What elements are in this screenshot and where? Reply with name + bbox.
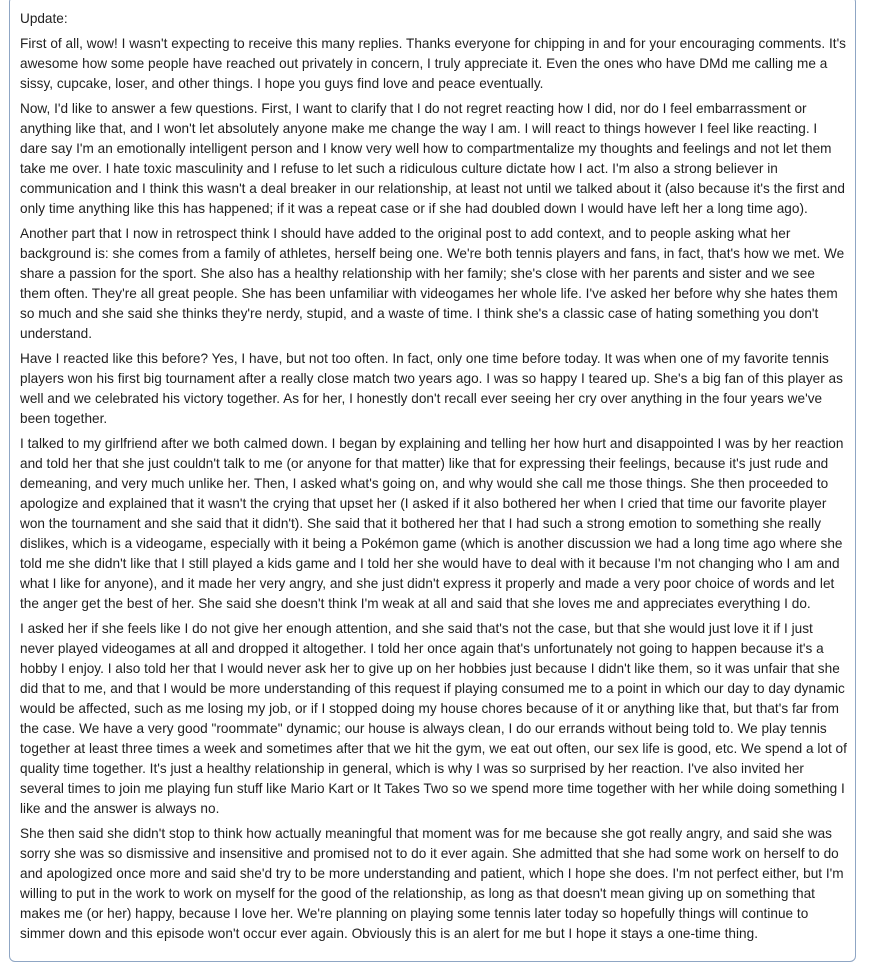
- post-heading: Update:: [20, 11, 68, 26]
- post-paragraph: She then said she didn't stop to think how actually meaningful that moment was for me because she got really angry, and said she was sorry she was so dismissive and insensitive and promised not to do it ever again. She admitted that she had some work on herself to do and apologized once more and said she'd try to be more understanding and patient, which I hope she does. I'm not perfect either, but I'm willing to put in the work to work on myself for the good of the relationship, as long as that doesn't mean giving up on something that makes me (or her) happy, because I love her. We're planning on playing some tennis later today so hopefully things will continue to simmer down and this episode won't occur ever again. Obviously this is an alert for me but I hope it stays a one-time thing.: [20, 826, 844, 941]
- post-paragraph: Now, I'd like to answer a few questions. First, I want to clarify that I do not regret reacting how I did, nor do I feel embarrassment or anything like that, and I won't let absolutely anyone make me change the way I am. I will react to things however I feel like reacting. I dare say I'm an emotionally intelligent person and I know very well how to compartmentalize my thoughts and feelings and not let them take me over. I hate toxic masculinity and I refuse to let such a ridiculous culture dictate how I act. I'm also a strong believer in communication and I think this wasn't a deal breaker in our relationship, at least not until we talked about it (also because it's the first and only time anything like this has happened; if it was a repeat case or if she had doubled down I would have left her a long time ago).: [20, 101, 845, 216]
- post-paragraph: First of all, wow! I wasn't expecting to receive this many replies. Thanks everyone for chipping in and for your encouraging comments. It's awesome how some people have reached out privately in concern, I truly appreciate it. Even the ones who have DMd me calling me a sissy, cupcake, loser, and other things. I hope you guys find love and peace eventually.: [20, 36, 846, 91]
- post-container: [9, 0, 856, 962]
- post-paragraph: Another part that I now in retrospect think I should have added to the original post to add context, and to people asking what her background is: she comes from a family of athletes, herself being one. We're both tennis players and fans, in fact, that's how we met. We share a passion for the sport. She also has a healthy relationship with her family; she's close with her parents and sister and we see them often. They're all great people. She has been unfamiliar with videogames her whole life. I've asked her before why she hates them so much and she said she thinks they're nerdy, stupid, and a waste of time. I think she's a classic case of hating something you don't understand.: [20, 226, 845, 341]
- post-paragraph: Have I reacted like this before? Yes, I have, but not too often. In fact, only one time before today. It was when one of my favorite tennis players won his first big tournament after a really close match two years ago. I was so happy I teared up. She's a big fan of this player as well and we celebrated his victory together. As for her, I honestly don't recall ever seeing her cry over anything in the four years we've been together.: [20, 351, 843, 426]
- post-paragraph: I talked to my girlfriend after we both calmed down. I began by explaining and telling her how hurt and disappointed I was by her reaction and told her that she just couldn't talk to me (or anyone for that matter) like that for expressing their feelings, because it's just rude and demeaning, and very much unlike her. Then, I asked what's going on, and why would she call me those things. She then proceeded to apologize and explained that it wasn't the crying that upset her (I asked if it also bothered her when I cried that time our favorite player won the tournament and she said that it didn't). She said that it bothered her that I had such a strong emotion to something she really dislikes, which is a videogame, especially with it being a Pokémon game (which is another discussion we had a long time ago where she told me she didn't like that I still played a kids game and I told her she would have to deal with it because I'm not changing who I am and what I like for anyone), and it made her very angry, and she just didn't express it properly and made a very poor choice of words and let the anger get the best of her. She said she doesn't think I'm weak at all and said that she loves me and appreciates everything I do.: [20, 436, 844, 611]
- post-paragraph: I asked her if she feels like I do not give her enough attention, and she said that's not the case, but that she would just love it if I just never played videogames at all and dropped it altogether. I told her once again that's unfortunately not going to happen because it's a hobby I enjoy. I also told her that I would never ask her to give up on her hobbies just because I didn't like them, so it was unfair that she did that to me, and that I would be more understanding of this request if playing consumed me to a point in which our day to day dynamic would be affected, such as me losing my job, or if I stopped doing my house chores because of it or anything like that, but that's far from the case. We have a very good "roommate" dynamic; our house is always clean, I do our errands without being told to. We play tennis together at least three times a week and sometimes after that we hit the gym, we eat out often, our sex life is good, etc. We spend a lot of quality time together. It's just a healthy relationship in general, which is why I was so surprised by her reaction. I've also invited her several times to join me playing fun stuff like Mario Kart or It Takes Two so we spend more time together with her while doing something I like and the answer is always no.: [20, 621, 847, 816]
